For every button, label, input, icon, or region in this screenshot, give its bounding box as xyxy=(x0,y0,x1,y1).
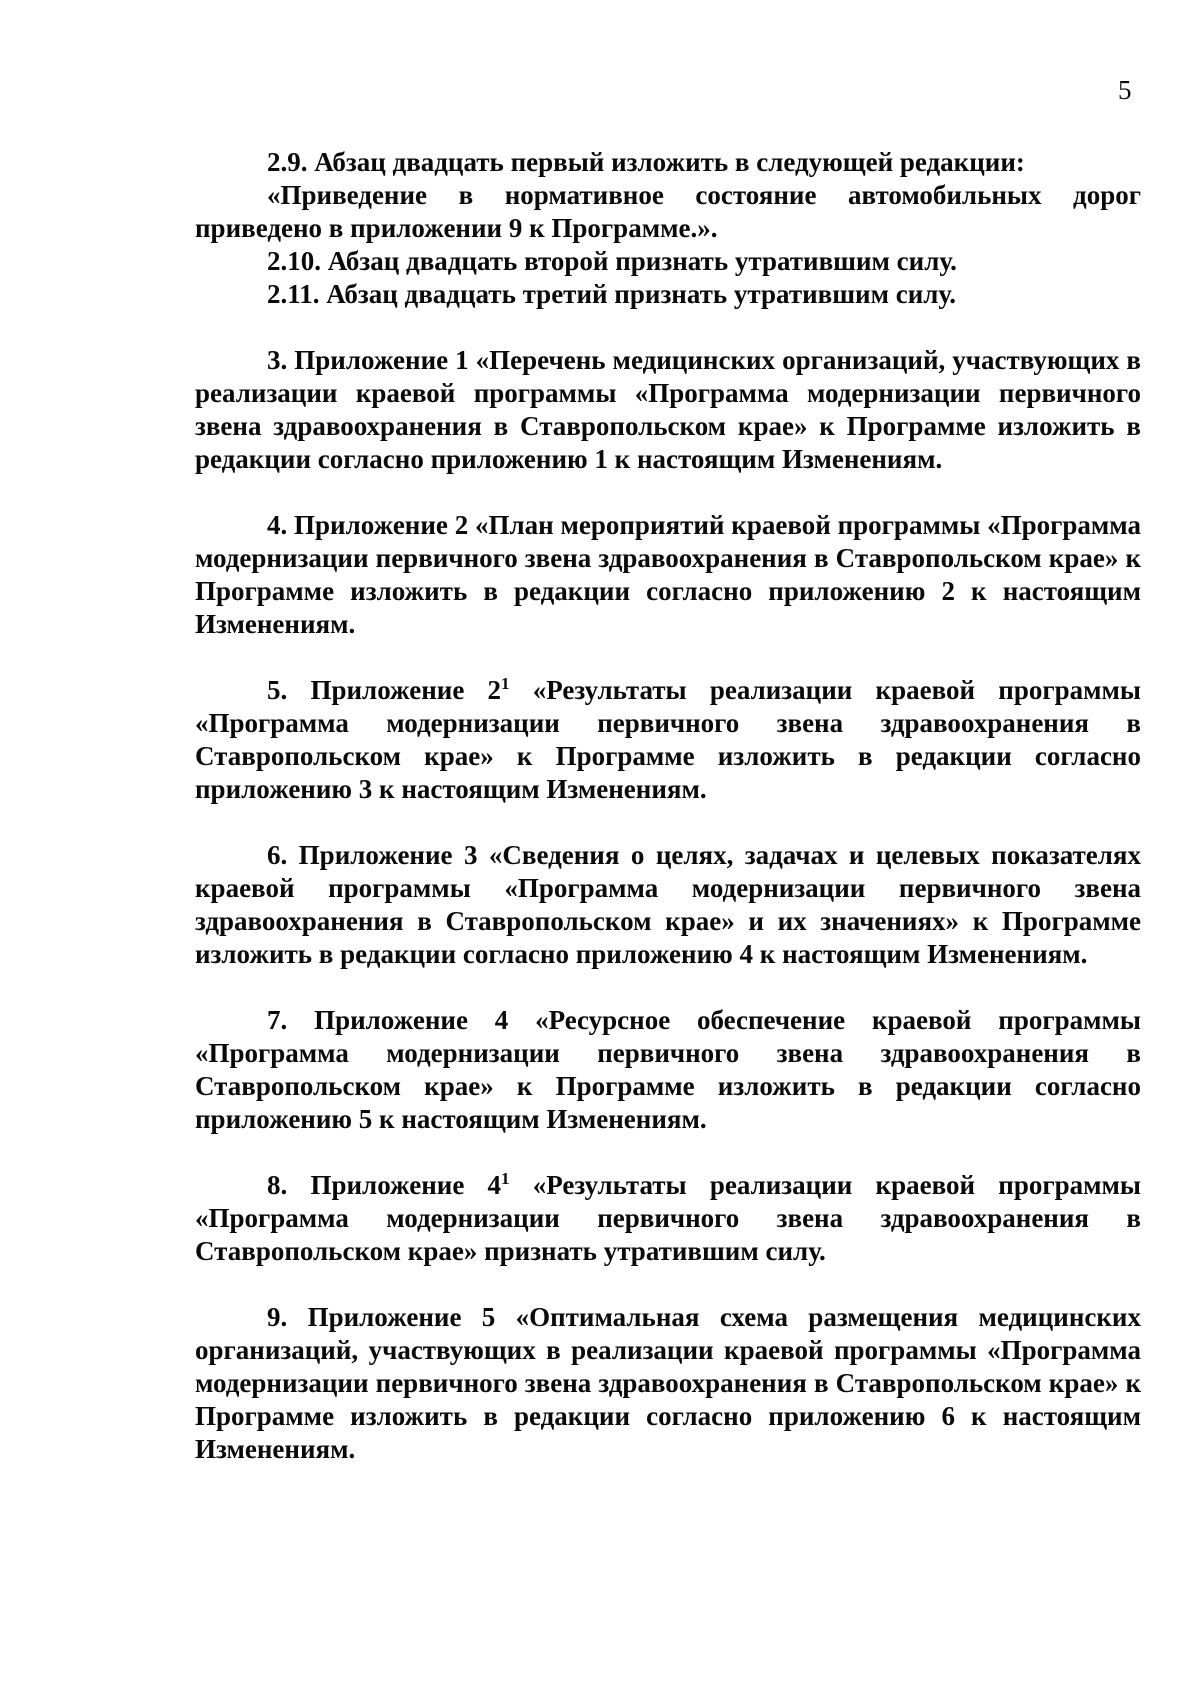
paragraph-5-start: 5. Приложение 2 xyxy=(267,675,502,705)
paragraph-2-11: 2.11. Абзац двадцать третий признать утратившим силу. xyxy=(267,279,956,309)
paragraph-6: 6. Приложение 3 «Сведения о целях, задачах и целевых показателях краевой программы «Программа модернизации первичного звена здравоохранения в Ставропольском крае» и их значениях» к Программе изложить в редакции согласно приложению 4 к настоящим Изменениям. xyxy=(195,840,1141,969)
paragraph-2-10: 2.10. Абзац двадцать второй признать утратившим силу. xyxy=(267,246,957,276)
page-number: 5 xyxy=(1118,75,1132,105)
paragraph-2-9-text: «Приведение в нормативное состояние автомобильных дорог приведено в приложении 9 к Программе.». xyxy=(195,180,1141,243)
paragraph-2-9-heading: 2.9. Абзац двадцать первый изложить в следующей редакции: xyxy=(267,147,1025,177)
paragraph-5 xyxy=(195,674,1141,806)
paragraph-9: 9. Приложение 5 «Оптимальная схема размещения медицинских организаций, участвующих в реализации краевой программы «Программа модернизации первичного звена здравоохранения в Ставропольском крае» к Программе изложить в редакции согласно приложению 6 к настоящим Изменениям. xyxy=(195,1302,1141,1464)
paragraph-4: 4. Приложение 2 «План мероприятий краевой программы «Программа модернизации первичного звена здравоохранения в Ставропольском крае» к Программе изложить в редакции согласно приложению 2 к настоящим Изменениям. xyxy=(195,510,1141,639)
paragraph-8 xyxy=(195,1169,1141,1268)
paragraph-3: 3. Приложение 1 «Перечень медицинских организаций, участвующих в реализации краевой программы «Программа модернизации первичного звена здравоохранения в Ставропольском крае» к Программе изложить в редакции согласно приложению 1 к настоящим Изменениям. xyxy=(195,345,1141,474)
paragraph-7: 7. Приложение 4 «Ресурсное обеспечение краевой программы «Программа модернизации первичного звена здравоохранения в Ставропольском крае» к Программе изложить в редакции согласно приложению 5 к настоящим Изменениям. xyxy=(195,1005,1141,1134)
paragraph-8-start: 8. Приложение 4 xyxy=(267,1170,502,1200)
paragraph-8-superscript: 1 xyxy=(501,1169,510,1188)
paragraph-5-rest: «Результаты реализации краевой программы «Программа модернизации первичного звена здравоохранения в Ставропольском крае» к Программе изложить в редакции согласно приложению 3 к настоящим Изменениям. xyxy=(195,675,1141,804)
paragraph-5-superscript: 1 xyxy=(501,674,510,693)
document-body xyxy=(195,146,1141,1466)
paragraph-8-rest: «Результаты реализации краевой программы «Программа модернизации первичного звена здравоохранения в Ставропольском крае» признать утратившим силу. xyxy=(195,1170,1141,1266)
